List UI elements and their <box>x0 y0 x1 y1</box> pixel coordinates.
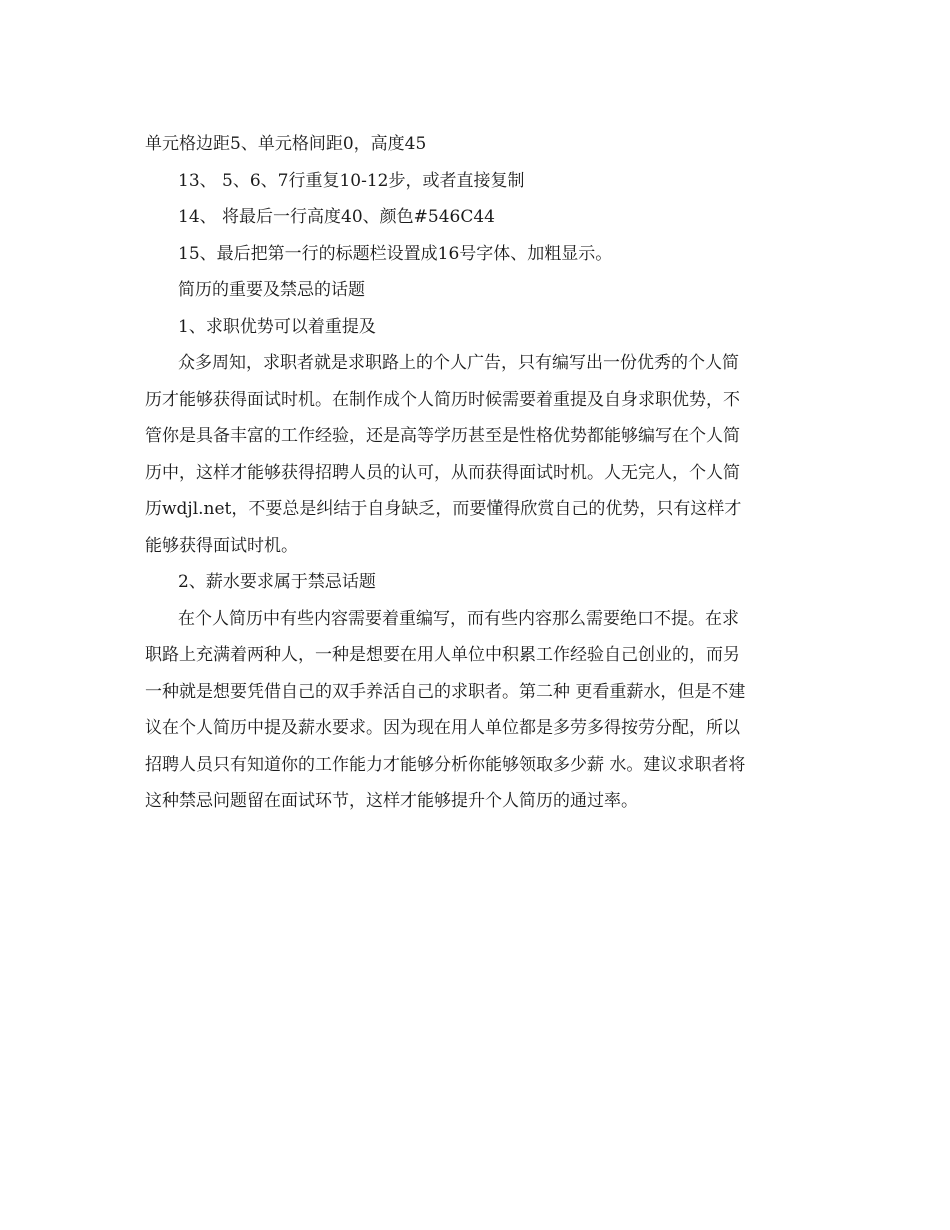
paragraph-1-line: 历中，这样才能够获得招聘人员的认可，从而获得面试时机。人无完人，个人简 <box>145 462 740 483</box>
text-line-cell-spacing: 单元格边距5、单元格间距0，高度45 <box>145 134 427 154</box>
paragraph-1-line: 能够获得面试时机。 <box>145 535 298 556</box>
paragraph-1-line: 历wdjl.net，不要总是纠结于自身缺乏，而要懂得欣赏自己的优势，只有这样才 <box>145 499 742 519</box>
subheading-1: 1、求职优势可以着重提及 <box>178 316 376 337</box>
step-15: 15、最后把第一行的标题栏设置成16号字体、加粗显示。 <box>178 243 613 264</box>
step-13: 13、 5、6、7行重复10-12步，或者直接复制 <box>178 170 525 191</box>
subheading-2: 2、薪水要求属于禁忌话题 <box>178 572 376 592</box>
paragraph-1 <box>145 345 810 564</box>
paragraph-2-line: 职路上充满着两种人，一种是想要在用人单位中积累工作经验自己创业的，而另 <box>145 645 740 665</box>
paragraph-2-line: 这种禁忌问题留在面试环节，这样才能够提升个人简历的通过率。 <box>145 791 638 811</box>
step-14: 14、 将最后一行高度40、颜色#546C44 <box>178 207 495 227</box>
paragraph-2 <box>145 601 810 820</box>
paragraph-2-line: 议在个人简历中提及薪水要求。因为现在用人单位都是多劳多得按劳分配，所以 <box>145 718 740 738</box>
document-body <box>145 126 810 820</box>
paragraph-2-line: 一种就是想要凭借自己的双手养活自己的求职者。第二种 更看重薪水，但是不建 <box>145 681 746 702</box>
paragraph-1-line: 历才能够获得面试时机。在制作成个人简历时候需要着重提及自身求职优势，不 <box>145 389 740 410</box>
paragraph-1-line: 管你是具备丰富的工作经验，还是高等学历甚至是性格优势都能够编写在个人简 <box>145 426 740 446</box>
paragraph-2-line: 在个人简历中有些内容需要着重编写，而有些内容那么需要绝口不提。在求 <box>178 608 739 629</box>
section-title: 简历的重要及禁忌的话题 <box>178 280 365 300</box>
paragraph-2-line: 招聘人员只有知道你的工作能力才能够分析你能够领取多少薪 水。建议求职者将 <box>145 754 746 775</box>
paragraph-1-line: 众多周知，求职者就是求职路上的个人广告，只有编写出一份优秀的个人简 <box>178 353 739 373</box>
